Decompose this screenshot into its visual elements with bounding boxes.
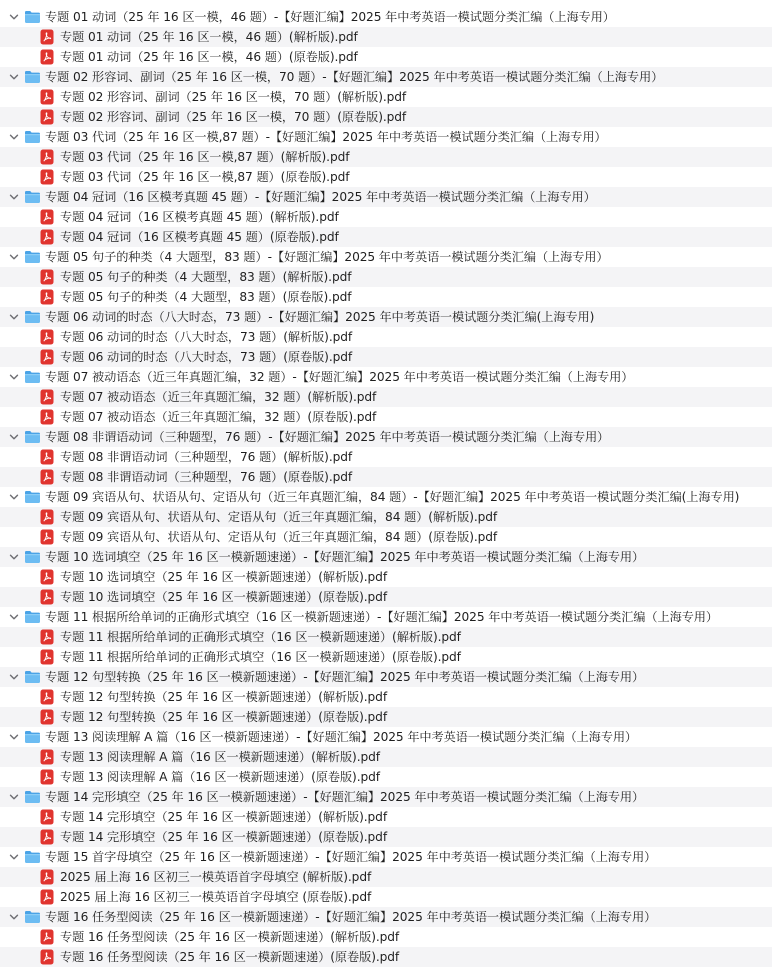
file-row[interactable] bbox=[0, 747, 772, 767]
file-row[interactable] bbox=[0, 947, 772, 967]
file-name: 专题 07 被动语态（近三年真题汇编，32 题）(原卷版).pdf bbox=[60, 410, 377, 424]
file-name: 专题 13 阅读理解 A 篇（16 区一模新题速递）(解析版).pdf bbox=[60, 750, 380, 764]
pdf-file-icon bbox=[40, 629, 54, 645]
file-row[interactable] bbox=[0, 467, 772, 487]
pdf-file-icon bbox=[40, 29, 54, 45]
pdf-file-icon bbox=[40, 409, 54, 425]
folder-icon bbox=[24, 490, 41, 504]
folder-name: 专题 15 首字母填空（25 年 16 区一模新题速递）-【好题汇编】2025 年中考英语一模试题分类汇编（上海专用） bbox=[45, 850, 657, 864]
file-name: 专题 02 形容词、副词（25 年 16 区一模，70 题）(解析版).pdf bbox=[60, 90, 407, 104]
folder-row[interactable] bbox=[0, 847, 772, 867]
folder-icon bbox=[24, 250, 41, 264]
file-row[interactable] bbox=[0, 167, 772, 187]
folder-row[interactable] bbox=[0, 367, 772, 387]
file-row[interactable] bbox=[0, 47, 772, 67]
folder-name: 专题 09 宾语从句、状语从句、定语从句（近三年真题汇编，84 题）-【好题汇编】2025 年中考英语一模试题分类汇编(上海专用) bbox=[45, 490, 740, 504]
file-row[interactable] bbox=[0, 327, 772, 347]
file-row[interactable] bbox=[0, 827, 772, 847]
file-row[interactable] bbox=[0, 647, 772, 667]
pdf-file-icon bbox=[40, 569, 54, 585]
file-name: 专题 12 句型转换（25 年 16 区一模新题速递）(解析版).pdf bbox=[60, 690, 388, 704]
pdf-file-icon bbox=[40, 709, 54, 725]
pdf-file-icon bbox=[40, 289, 54, 305]
file-row[interactable] bbox=[0, 147, 772, 167]
pdf-file-icon bbox=[40, 689, 54, 705]
folder-icon bbox=[24, 190, 41, 204]
folder-icon bbox=[24, 430, 41, 444]
pdf-file-icon bbox=[40, 229, 54, 245]
folder-name: 专题 08 非谓语动词（三种题型，76 题）-【好题汇编】2025 年中考英语一模试题分类汇编（上海专用） bbox=[45, 430, 610, 444]
folder-row[interactable] bbox=[0, 907, 772, 927]
pdf-file-icon bbox=[40, 269, 54, 285]
pdf-file-icon bbox=[40, 529, 54, 545]
file-row[interactable] bbox=[0, 107, 772, 127]
pdf-file-icon bbox=[40, 449, 54, 465]
pdf-file-icon bbox=[40, 329, 54, 345]
folder-icon bbox=[24, 730, 41, 744]
folder-name: 专题 16 任务型阅读（25 年 16 区一模新题速递）-【好题汇编】2025 年中考英语一模试题分类汇编（上海专用） bbox=[45, 910, 657, 924]
folder-icon bbox=[24, 550, 41, 564]
file-row[interactable] bbox=[0, 87, 772, 107]
file-row[interactable] bbox=[0, 927, 772, 947]
folder-icon bbox=[24, 130, 41, 144]
chevron-down-icon[interactable] bbox=[8, 911, 20, 923]
file-name: 专题 12 句型转换（25 年 16 区一模新题速递）(原卷版).pdf bbox=[60, 710, 388, 724]
chevron-down-icon[interactable] bbox=[8, 731, 20, 743]
chevron-down-icon[interactable] bbox=[8, 371, 20, 383]
file-name: 专题 04 冠词（16 区模考真题 45 题）(解析版).pdf bbox=[60, 210, 339, 224]
file-row[interactable] bbox=[0, 767, 772, 787]
file-name: 专题 06 动词的时态（八大时态，73 题）(解析版).pdf bbox=[60, 330, 353, 344]
file-name: 专题 11 根据所给单词的正确形式填空（16 区一模新题速递）(解析版).pdf bbox=[60, 630, 461, 644]
file-name: 专题 14 完形填空（25 年 16 区一模新题速递）(原卷版).pdf bbox=[60, 830, 388, 844]
file-name: 专题 13 阅读理解 A 篇（16 区一模新题速递）(原卷版).pdf bbox=[60, 770, 380, 784]
folder-icon bbox=[24, 790, 41, 804]
pdf-file-icon bbox=[40, 809, 54, 825]
file-name: 专题 03 代词（25 年 16 区一模,87 题）(解析版).pdf bbox=[60, 150, 350, 164]
file-row[interactable] bbox=[0, 207, 772, 227]
folder-icon bbox=[24, 10, 41, 24]
folder-icon bbox=[24, 370, 41, 384]
folder-row[interactable] bbox=[0, 67, 772, 87]
folder-name: 专题 03 代词（25 年 16 区一模,87 题）-【好题汇编】2025 年中考英语一模试题分类汇编（上海专用） bbox=[45, 130, 607, 144]
pdf-file-icon bbox=[40, 889, 54, 905]
folder-row[interactable] bbox=[0, 547, 772, 567]
file-name: 专题 07 被动语态（近三年真题汇编，32 题）(解析版).pdf bbox=[60, 390, 377, 404]
pdf-file-icon bbox=[40, 469, 54, 485]
folder-row[interactable] bbox=[0, 727, 772, 747]
file-name: 专题 03 代词（25 年 16 区一模,87 题）(原卷版).pdf bbox=[60, 170, 350, 184]
folder-name: 专题 13 阅读理解 A 篇（16 区一模新题速递）-【好题汇编】2025 年中考英语一模试题分类汇编（上海专用） bbox=[45, 730, 637, 744]
file-name: 专题 05 句子的种类（4 大题型，83 题）(解析版).pdf bbox=[60, 270, 352, 284]
folder-row[interactable] bbox=[0, 127, 772, 147]
folder-name: 专题 14 完形填空（25 年 16 区一模新题速递）-【好题汇编】2025 年中考英语一模试题分类汇编（上海专用） bbox=[45, 790, 645, 804]
chevron-down-icon[interactable] bbox=[8, 11, 20, 23]
file-name: 专题 06 动词的时态（八大时态，73 题）(原卷版).pdf bbox=[60, 350, 353, 364]
folder-icon bbox=[24, 910, 41, 924]
chevron-down-icon[interactable] bbox=[8, 131, 20, 143]
pdf-file-icon bbox=[40, 829, 54, 845]
folder-row[interactable] bbox=[0, 307, 772, 327]
file-row[interactable] bbox=[0, 27, 772, 47]
pdf-file-icon bbox=[40, 209, 54, 225]
pdf-file-icon bbox=[40, 749, 54, 765]
file-name: 专题 08 非谓语动词（三种题型，76 题）(解析版).pdf bbox=[60, 450, 353, 464]
file-row[interactable] bbox=[0, 867, 772, 887]
pdf-file-icon bbox=[40, 769, 54, 785]
folder-name: 专题 02 形容词、副词（25 年 16 区一模，70 题）-【好题汇编】2025 年中考英语一模试题分类汇编（上海专用） bbox=[45, 70, 664, 84]
folder-row[interactable] bbox=[0, 787, 772, 807]
file-name: 专题 01 动词（25 年 16 区一模，46 题）(原卷版).pdf bbox=[60, 50, 358, 64]
pdf-file-icon bbox=[40, 589, 54, 605]
folder-row[interactable] bbox=[0, 487, 772, 507]
file-row[interactable] bbox=[0, 707, 772, 727]
file-name: 专题 14 完形填空（25 年 16 区一模新题速递）(解析版).pdf bbox=[60, 810, 388, 824]
chevron-down-icon[interactable] bbox=[8, 491, 20, 503]
chevron-down-icon[interactable] bbox=[8, 611, 20, 623]
file-row[interactable] bbox=[0, 387, 772, 407]
pdf-file-icon bbox=[40, 89, 54, 105]
folder-name: 专题 04 冠词（16 区模考真题 45 题）-【好题汇编】2025 年中考英语一模试题分类汇编（上海专用） bbox=[45, 190, 596, 204]
file-row[interactable] bbox=[0, 347, 772, 367]
folder-name: 专题 06 动词的时态（八大时态，73 题）-【好题汇编】2025 年中考英语一模试题分类汇编(上海专用) bbox=[45, 310, 595, 324]
pdf-file-icon bbox=[40, 649, 54, 665]
chevron-down-icon[interactable] bbox=[8, 71, 20, 83]
folder-name: 专题 01 动词（25 年 16 区一模，46 题）-【好题汇编】2025 年中考英语一模试题分类汇编（上海专用） bbox=[45, 10, 615, 24]
file-row[interactable] bbox=[0, 627, 772, 647]
file-name: 专题 09 宾语从句、状语从句、定语从句（近三年真题汇编，84 题）(原卷版).pdf bbox=[60, 530, 498, 544]
file-name: 专题 16 任务型阅读（25 年 16 区一模新题速递）(原卷版).pdf bbox=[60, 950, 400, 964]
file-row[interactable] bbox=[0, 567, 772, 587]
file-name: 专题 11 根据所给单词的正确形式填空（16 区一模新题速递）(原卷版).pdf bbox=[60, 650, 461, 664]
chevron-down-icon[interactable] bbox=[8, 431, 20, 443]
file-row[interactable] bbox=[0, 687, 772, 707]
pdf-file-icon bbox=[40, 149, 54, 165]
chevron-down-icon[interactable] bbox=[8, 671, 20, 683]
folder-name: 专题 11 根据所给单词的正确形式填空（16 区一模新题速递）-【好题汇编】2025 年中考英语一模试题分类汇编（上海专用） bbox=[45, 610, 718, 624]
file-name: 专题 04 冠词（16 区模考真题 45 题）(原卷版).pdf bbox=[60, 230, 339, 244]
chevron-down-icon[interactable] bbox=[8, 251, 20, 263]
file-row[interactable] bbox=[0, 587, 772, 607]
file-row[interactable] bbox=[0, 407, 772, 427]
folder-icon bbox=[24, 670, 41, 684]
chevron-down-icon[interactable] bbox=[8, 191, 20, 203]
pdf-file-icon bbox=[40, 169, 54, 185]
file-name: 专题 05 句子的种类（4 大题型，83 题）(原卷版).pdf bbox=[60, 290, 352, 304]
chevron-down-icon[interactable] bbox=[8, 851, 20, 863]
file-row[interactable] bbox=[0, 267, 772, 287]
folder-name: 专题 07 被动语态（近三年真题汇编，32 题）-【好题汇编】2025 年中考英语一模试题分类汇编（上海专用） bbox=[45, 370, 634, 384]
file-row[interactable] bbox=[0, 287, 772, 307]
folder-name: 专题 05 句子的种类（4 大题型，83 题）-【好题汇编】2025 年中考英语一模试题分类汇编（上海专用） bbox=[45, 250, 609, 264]
file-name: 专题 10 选词填空（25 年 16 区一模新题速递）(解析版).pdf bbox=[60, 570, 388, 584]
folder-row[interactable] bbox=[0, 667, 772, 687]
pdf-file-icon bbox=[40, 349, 54, 365]
file-name: 专题 02 形容词、副词（25 年 16 区一模，70 题）(原卷版).pdf bbox=[60, 110, 407, 124]
file-name: 专题 16 任务型阅读（25 年 16 区一模新题速递）(解析版).pdf bbox=[60, 930, 400, 944]
pdf-file-icon bbox=[40, 949, 54, 965]
pdf-file-icon bbox=[40, 49, 54, 65]
file-row[interactable] bbox=[0, 447, 772, 467]
folder-icon bbox=[24, 610, 41, 624]
file-row[interactable] bbox=[0, 887, 772, 907]
file-name: 专题 01 动词（25 年 16 区一模，46 题）(解析版).pdf bbox=[60, 30, 358, 44]
file-name: 2025 届上海 16 区初三一模英语首字母填空 (解析版).pdf bbox=[60, 870, 372, 884]
file-row[interactable] bbox=[0, 227, 772, 247]
pdf-file-icon bbox=[40, 929, 54, 945]
folder-row[interactable] bbox=[0, 427, 772, 447]
file-row[interactable] bbox=[0, 527, 772, 547]
folder-icon bbox=[24, 850, 41, 864]
folder-icon bbox=[24, 70, 41, 84]
file-name: 2025 届上海 16 区初三一模英语首字母填空 (原卷版).pdf bbox=[60, 890, 372, 904]
folder-icon bbox=[24, 310, 41, 324]
pdf-file-icon bbox=[40, 389, 54, 405]
file-name: 专题 10 选词填空（25 年 16 区一模新题速递）(原卷版).pdf bbox=[60, 590, 388, 604]
folder-row[interactable] bbox=[0, 607, 772, 627]
file-name: 专题 09 宾语从句、状语从句、定语从句（近三年真题汇编，84 题）(解析版).pdf bbox=[60, 510, 498, 524]
chevron-down-icon[interactable] bbox=[8, 791, 20, 803]
file-row[interactable] bbox=[0, 807, 772, 827]
folder-name: 专题 10 选词填空（25 年 16 区一模新题速递）-【好题汇编】2025 年中考英语一模试题分类汇编（上海专用） bbox=[45, 550, 645, 564]
folder-row[interactable] bbox=[0, 247, 772, 267]
folder-row[interactable] bbox=[0, 7, 772, 27]
folder-name: 专题 12 句型转换（25 年 16 区一模新题速递）-【好题汇编】2025 年中考英语一模试题分类汇编（上海专用） bbox=[45, 670, 645, 684]
folder-row[interactable] bbox=[0, 187, 772, 207]
file-row[interactable] bbox=[0, 507, 772, 527]
pdf-file-icon bbox=[40, 109, 54, 125]
chevron-down-icon[interactable] bbox=[8, 311, 20, 323]
pdf-file-icon bbox=[40, 509, 54, 525]
chevron-down-icon[interactable] bbox=[8, 551, 20, 563]
file-name: 专题 08 非谓语动词（三种题型，76 题）(原卷版).pdf bbox=[60, 470, 353, 484]
pdf-file-icon bbox=[40, 869, 54, 885]
